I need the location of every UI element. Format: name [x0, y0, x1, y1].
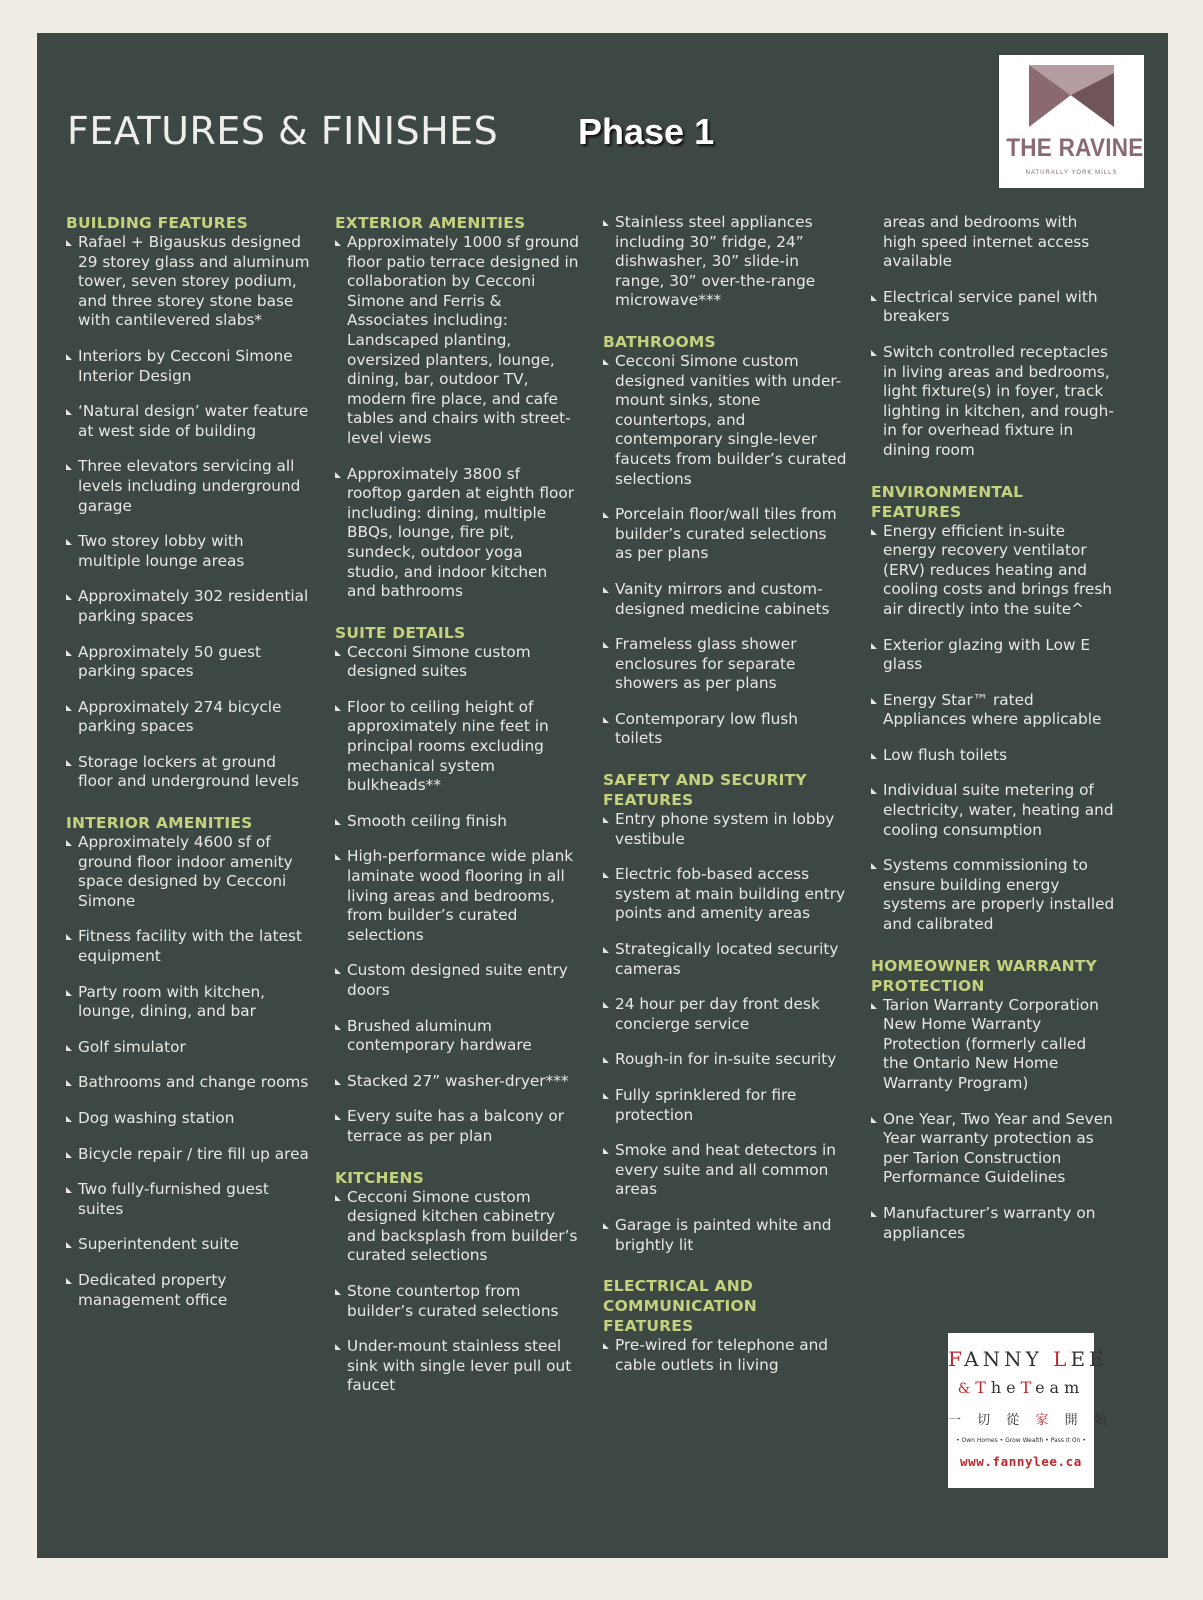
logo-tagline: NATURALLY YORK MILLS: [1025, 170, 1118, 176]
feature-item-text: Storage lockers at ground floor and underground levels: [78, 752, 300, 791]
bullet-icon: [871, 643, 877, 649]
bullet-icon: [603, 1057, 609, 1063]
feature-item-text: Approximately 3800 sf rooftop garden at eighth floor including: dining, multiple BBQs, lounge, fire pit, sundeck, outdoor yoga studio, and indoor kitchen and bathrooms: [347, 464, 574, 601]
section-heading: ENVIRONMENTAL FEATURES: [871, 482, 1024, 521]
feature-item-text: Under-mount stainless steel sink with single lever pull out faucet: [347, 1337, 572, 1395]
feature-item: [603, 940, 847, 979]
feature-item: [603, 995, 847, 1034]
bullet-icon: [66, 760, 72, 766]
feature-item-text: Pre-wired for telephone and cable outlets in living: [615, 1336, 829, 1374]
bullet-icon: [335, 1024, 341, 1030]
feature-list: [871, 288, 1115, 461]
feature-item-text: Energy efficient in-suite energy recovery ventilator (ERV) reduces heating and cooling costs and brings fresh air directly into the suite^: [883, 521, 1113, 618]
feature-item: [603, 1216, 847, 1255]
bullet-icon: [603, 717, 609, 723]
feature-item-text: Frameless glass shower enclosures for separate showers as per plans: [615, 635, 797, 693]
bullet-icon: [603, 872, 609, 878]
agent-website-link[interactable]: www.fannylee.ca: [960, 1454, 1082, 1469]
feature-item: [66, 1180, 310, 1219]
bullet-icon: [603, 587, 609, 593]
feature-item-text: Exterior glazing with Low E glass: [883, 635, 1091, 674]
bullet-icon: [871, 788, 877, 794]
feature-item-text: Approximately 50 guest parking spaces: [78, 642, 261, 681]
bullet-icon: [66, 1152, 72, 1158]
feature-item-text: Porcelain floor/wall tiles from builder’s curated selections as per plans: [615, 505, 837, 563]
features-sheet: [37, 33, 1168, 1558]
bullet-icon: [335, 819, 341, 825]
feature-item-text: Bicycle repair / tire fill up area: [78, 1144, 309, 1163]
bullet-icon: [335, 854, 341, 860]
feature-item: [66, 532, 310, 571]
feature-item-text: Fitness facility with the latest equipment: [78, 927, 302, 966]
bullet-icon: [603, 1223, 609, 1229]
feature-section: [603, 770, 847, 1255]
section-heading: ELECTRICAL AND COMMUNICATION FEATURES: [603, 1277, 757, 1336]
feature-item: [871, 1204, 1115, 1243]
bullet-icon: [66, 464, 72, 470]
feature-section: [335, 213, 579, 602]
page-title: FEATURES & FINISHES: [67, 109, 499, 153]
fanny-lee-logo: [948, 1333, 1113, 1488]
bullet-icon: [66, 934, 72, 940]
feature-section: [335, 623, 579, 1147]
bullet-icon: [335, 968, 341, 974]
feature-item-text: 24 hour per day front desk concierge service: [615, 995, 820, 1033]
bullet-icon: [603, 642, 609, 648]
feature-item-text: Low flush toilets: [883, 745, 1008, 764]
feature-item: [603, 1141, 847, 1200]
feature-item: [66, 457, 310, 516]
feature-item: [335, 812, 579, 832]
feature-item-text: Bathrooms and change rooms: [78, 1073, 309, 1092]
bullet-icon: [66, 1080, 72, 1086]
bullet-icon: [335, 1289, 341, 1295]
feature-item-text: Strategically located security cameras: [615, 940, 839, 978]
feature-item: [871, 343, 1115, 461]
bullet-icon: [66, 409, 72, 415]
feature-item: [335, 465, 579, 602]
feature-item: [335, 1107, 579, 1146]
feature-item: [603, 352, 847, 489]
bullet-icon: [335, 1114, 341, 1120]
feature-item-text: Vanity mirrors and custom-designed medicine cabinets: [615, 579, 830, 618]
feature-item-text: Switch controlled receptacles in living areas and bedrooms, light fixture(s) in foyer, track lighting in kitchen, and rough-in for overhead fixture in dining room: [883, 342, 1114, 459]
feature-item: [66, 1109, 310, 1129]
feature-item: [335, 1017, 579, 1056]
feature-item-text: Manufacturer’s warranty on appliances: [883, 1203, 1096, 1242]
feature-section: [603, 1276, 847, 1375]
bullet-icon: [871, 863, 877, 869]
bullet-icon: [66, 1116, 72, 1122]
feature-item-text: High-performance wide plank laminate wood flooring in all living areas and bedrooms, from builder’s curated selections: [347, 847, 574, 944]
column-3: [603, 213, 847, 1396]
feature-item-text: Stone countertop from builder’s curated selections: [347, 1281, 559, 1320]
bullet-icon: [603, 512, 609, 518]
bullet-icon: [871, 529, 877, 535]
bullet-icon: [871, 1003, 877, 1009]
bullet-icon: [66, 539, 72, 545]
feature-item-text: Dedicated property management office: [78, 1270, 228, 1309]
feature-item-text: Golf simulator: [78, 1037, 186, 1056]
feature-item-text: Smooth ceiling finish: [347, 811, 507, 830]
feature-item-text: Cecconi Simone custom designed suites: [347, 642, 531, 681]
feature-item-text: Rafael + Bigauskus designed 29 storey glass and aluminum tower, seven storey podium, and three storey stone base with cantilevered slabs*: [78, 233, 310, 330]
feature-item: [871, 636, 1115, 675]
feature-item: [871, 691, 1115, 730]
feature-item: [871, 856, 1115, 934]
bullet-icon: [871, 753, 877, 759]
feature-section: [335, 1168, 579, 1396]
bullet-icon: [335, 1079, 341, 1085]
feature-item: [603, 1086, 847, 1125]
agent-slogan: • Own Homes • Grow Wealth • Pass It On •: [956, 1437, 1086, 1444]
feature-item-text: Entry phone system in lobby vestibule: [615, 810, 835, 848]
feature-item: [66, 753, 310, 792]
feature-item: [603, 810, 847, 849]
bullet-icon: [603, 220, 609, 226]
bullet-icon: [603, 817, 609, 823]
feature-item: [335, 643, 579, 682]
bullet-icon: [603, 1148, 609, 1154]
feature-item: [335, 1188, 579, 1266]
bullet-icon: [66, 650, 72, 656]
feature-item: [66, 983, 310, 1022]
feature-item: [335, 847, 579, 945]
section-heading: SUITE DETAILS: [335, 623, 466, 642]
feature-item-text: One Year, Two Year and Seven Year warranty protection as per Tarion Construction Performance Guidelines: [883, 1109, 1113, 1187]
feature-item: [871, 781, 1115, 840]
bullet-icon: [335, 705, 341, 711]
feature-item-text: Electrical service panel with breakers: [883, 287, 1098, 326]
feature-item: [66, 347, 310, 386]
feature-item-text: Two storey lobby with multiple lounge areas: [78, 532, 245, 570]
feature-item: [66, 1271, 310, 1310]
section-heading: SAFETY AND SECURITY FEATURES: [603, 771, 807, 810]
bullet-icon: [66, 1187, 72, 1193]
bullet-icon: [603, 359, 609, 365]
section-heading: EXTERIOR AMENITIES: [335, 214, 526, 232]
feature-item: [335, 1282, 579, 1321]
bullet-icon: [66, 990, 72, 996]
feature-item-text: Approximately 274 bicycle parking spaces: [78, 697, 282, 736]
feature-item: [871, 746, 1115, 766]
feature-item: [335, 961, 579, 1000]
feature-item: [603, 505, 847, 564]
feature-item: [66, 1145, 310, 1165]
feature-item-text: Rough-in for in-suite security: [615, 1050, 837, 1069]
feature-item-text: Superintendent suite: [78, 1235, 239, 1254]
feature-item-text: Approximately 4600 sf of ground floor indoor amenity space designed by Cecconi Simone: [78, 833, 293, 910]
bullet-icon: [603, 1002, 609, 1008]
feature-item: [66, 643, 310, 682]
bullet-icon: [66, 840, 72, 846]
feature-item-text: Individual suite metering of electricity, water, heating and cooling consumption: [883, 781, 1114, 839]
feature-item-text: Contemporary low flush toilets: [615, 709, 798, 748]
feature-item: [871, 288, 1115, 327]
feature-item-text: Smoke and heat detectors in every suite and all common areas: [615, 1141, 836, 1199]
feature-item-text: Tarion Warranty Corporation New Home Warranty Protection (formerly called the Ontario New Home Warranty Program): [883, 995, 1099, 1092]
feature-item: [603, 580, 847, 619]
ravine-mark-icon: [1029, 65, 1114, 127]
bullet-icon: [871, 698, 877, 704]
feature-item: [66, 233, 310, 331]
feature-item: [871, 522, 1115, 620]
feature-item: [603, 865, 847, 924]
bullet-icon: [66, 1242, 72, 1248]
feature-item: [66, 1073, 310, 1093]
feature-item: [603, 710, 847, 749]
feature-item-text: Cecconi Simone custom designed kitchen cabinetry and backsplash from builder’s curated selections: [347, 1187, 578, 1265]
bullet-icon: [603, 1093, 609, 1099]
feature-item-text: Three elevators servicing all levels including underground garage: [78, 457, 301, 515]
section-heading: BATHROOMS: [603, 332, 716, 351]
feature-item: [66, 1235, 310, 1255]
bullet-icon: [335, 1344, 341, 1350]
feature-item-text: Dog washing station: [78, 1109, 235, 1127]
feature-item: [871, 1110, 1115, 1188]
feature-item-text: Approximately 1000 sf ground floor patio terrace designed in collaboration by Cecconi Simone and Ferris & Associates including: Landscaped planting, oversized planters, lounge, dining, bar, outdoor TV, modern fire place, and cafe tables and chairs with street-level views: [347, 233, 580, 447]
bullet-icon: [603, 1343, 609, 1349]
feature-item-text: Stainless steel appliances including 30” fridge, 24” dishwasher, 30” slide-in range, 30” over-the-range microwave***: [615, 213, 816, 310]
feature-item-text: Floor to ceiling height of approximately nine feet in principal rooms excluding mechanical system bulkheads**: [347, 697, 549, 795]
feature-item-text: Approximately 302 residential parking spaces: [78, 587, 309, 625]
feature-item: [603, 635, 847, 694]
feature-item-text: Stacked 27” washer-dryer***: [347, 1071, 569, 1090]
the-ravine-logo: [999, 55, 1144, 188]
feature-item: [335, 1337, 579, 1396]
feature-item: [66, 927, 310, 966]
bullet-icon: [871, 1211, 877, 1217]
column-1: [66, 213, 310, 1331]
feature-item: [603, 1050, 847, 1070]
section-heading: BUILDING FEATURES: [66, 214, 248, 232]
column-2: [335, 213, 579, 1417]
feature-item: [66, 833, 310, 911]
feature-item: [603, 213, 847, 311]
feature-item-text: Interiors by Cecconi Simone Interior Design: [78, 346, 293, 385]
feature-item-text: Brushed aluminum contemporary hardware: [347, 1016, 532, 1055]
feature-item-text: Garage is painted white and brightly lit: [615, 1215, 832, 1254]
feature-item-text: Energy Star™ rated Appliances where applicable: [883, 690, 1102, 729]
bullet-icon: [335, 472, 341, 478]
feature-item-text: Systems commissioning to ensure building energy systems are properly installed and calibrated: [883, 856, 1115, 934]
bullet-icon: [335, 240, 341, 246]
feature-item-text: Two fully-furnished guest suites: [78, 1180, 269, 1218]
feature-item-text: Custom designed suite entry doors: [347, 961, 568, 999]
bullet-icon: [66, 354, 72, 360]
bullet-icon: [335, 650, 341, 656]
feature-item-text: Party room with kitchen, lounge, dining, and bar: [78, 982, 266, 1021]
feature-section: [871, 956, 1115, 1244]
logo-name: THE RAVINE: [1006, 134, 1144, 162]
feature-item-text: Every suite has a balcony or terrace as per plan: [347, 1107, 565, 1145]
bullet-icon: [871, 350, 877, 356]
feature-item: [335, 233, 579, 449]
bullet-icon: [603, 947, 609, 953]
section-heading: KITCHENS: [335, 1168, 425, 1187]
feature-item: [335, 698, 579, 796]
bullet-icon: [66, 705, 72, 711]
feature-section: [603, 332, 847, 749]
feature-section: [871, 482, 1115, 935]
bullet-icon: [871, 295, 877, 301]
feature-item: [66, 587, 310, 626]
feature-item-continuation: areas and bedrooms with high speed internet access available: [883, 213, 1090, 271]
section-heading: INTERIOR AMENITIES: [66, 814, 253, 833]
feature-item: [335, 1072, 579, 1092]
bullet-icon: [335, 1195, 341, 1201]
feature-item-text: Electric fob-based access system at main building entry points and amenity areas: [615, 865, 846, 923]
feature-item: [66, 1038, 310, 1058]
feature-section: [66, 213, 310, 792]
feature-item: [66, 402, 310, 441]
agent-name: FANNY LEE: [948, 1347, 1108, 1371]
bullet-icon: [871, 1117, 877, 1123]
column-4: [871, 213, 1115, 1264]
feature-list: [603, 213, 847, 311]
bullet-icon: [66, 1045, 72, 1051]
feature-item-text: ‘Natural design’ water feature at west side of building: [78, 402, 309, 440]
feature-item: [603, 1336, 847, 1375]
phase-label: Phase 1: [578, 111, 715, 152]
feature-item: [871, 996, 1115, 1094]
agent-team: &TheTeam: [957, 1378, 1085, 1397]
agent-chinese-motto: 一 切 從 家 開 始: [948, 1413, 1113, 1428]
section-heading: HOMEOWNER WARRANTY PROTECTION: [871, 956, 1097, 995]
feature-item: [66, 698, 310, 737]
bullet-icon: [66, 594, 72, 600]
bullet-icon: [66, 240, 72, 246]
feature-item-text: Fully sprinklered for fire protection: [615, 1086, 797, 1124]
bullet-icon: [66, 1278, 72, 1284]
feature-section: [66, 813, 310, 1310]
feature-item-text: Cecconi Simone custom designed vanities with under-mount sinks, stone countertops, and contemporary single-lever faucets from builder’s curated selections: [615, 351, 847, 488]
